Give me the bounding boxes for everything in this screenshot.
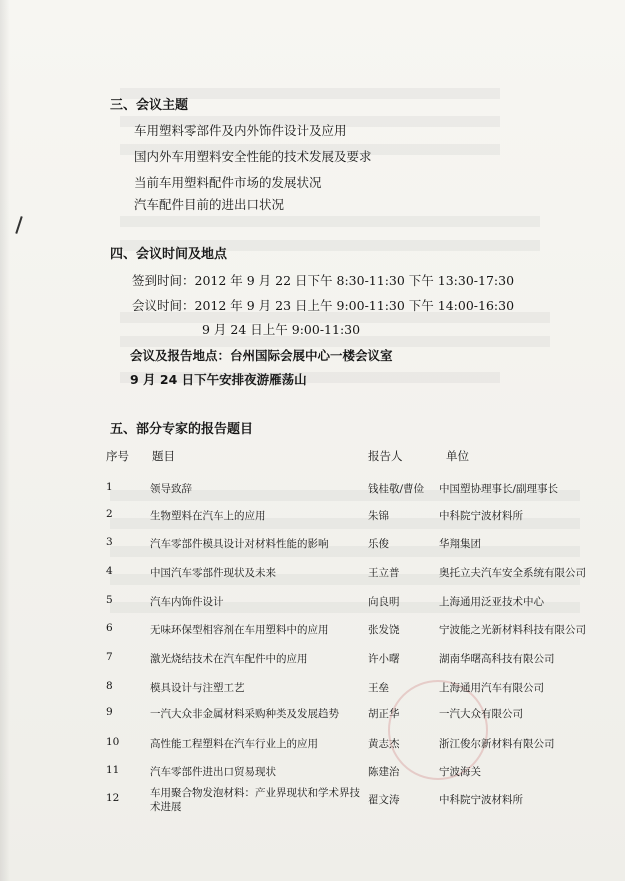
row-unit: 上海通用泛亚技术中心 (439, 596, 544, 608)
row-topic: 汽车零部件进出口贸易现状 (150, 766, 276, 778)
row-no: 1 (106, 481, 113, 493)
row-no: 6 (106, 622, 113, 634)
row-reporter: 王立普 (368, 567, 400, 579)
row-topic: 领导致辞 (150, 483, 192, 495)
row-unit: 一汽大众有限公司 (439, 708, 523, 720)
row-no: 3 (106, 536, 113, 548)
row-topic: 汽车内饰件设计 (150, 596, 224, 608)
table-row (0, 622, 625, 652)
col-header-reporter: 报告人 (368, 449, 403, 463)
row-reporter: 胡正华 (368, 708, 400, 720)
row-no: 12 (106, 792, 120, 804)
section-5-title: 五、部分专家的报告题目 (110, 422, 254, 437)
row-unit: 中科院宁波材料所 (439, 510, 523, 522)
row-topic: 一汽大众非金属材料采购种类及发展趋势 (150, 708, 339, 720)
row-topic: 模具设计与注塑工艺 (150, 682, 245, 694)
row-no: 2 (106, 508, 113, 520)
row-no: 4 (106, 565, 113, 577)
row-no: 11 (106, 764, 120, 776)
section-3-title: 三、会议主题 (110, 98, 189, 113)
table-row (0, 594, 625, 624)
row-unit: 奥托立夫汽车安全系统有限公司 (439, 567, 586, 579)
meeting-time: 会议时间：2012 年 9 月 23 日上午 9:00-11:30 下午 14:00-16:30 (132, 298, 515, 313)
pen-mark (15, 216, 22, 234)
row-topic: 激光烧结技术在汽车配件中的应用 (150, 653, 308, 665)
row-reporter: 朱锦 (368, 510, 389, 522)
topic-item: 汽车配件目前的进出口状况 (134, 197, 285, 212)
table-row (0, 481, 625, 511)
col-header-no: 序号 (106, 449, 129, 463)
row-reporter: 乐俊 (368, 538, 389, 550)
table-row (0, 536, 625, 566)
row-no: 9 (106, 706, 113, 718)
row-unit: 中科院宁波材料所 (439, 794, 523, 806)
tour-note: 9 月 24 日下午安排夜游雁荡山 (130, 372, 307, 387)
row-reporter: 王垒 (368, 682, 389, 694)
row-unit: 湖南华曙高科技有限公司 (439, 653, 555, 665)
bleed-through-band (120, 216, 540, 227)
venue: 会议及报告地点：台州国际会展中心一楼会议室 (130, 348, 393, 363)
row-topic: 中国汽车零部件现状及未来 (150, 567, 276, 579)
row-topic: 车用聚合物发泡材料：产业界现状和学术界技术进展 (150, 787, 360, 813)
row-topic: 生物塑料在汽车上的应用 (150, 510, 266, 522)
row-no: 7 (106, 651, 113, 663)
checkin-time: 签到时间：2012 年 9 月 22 日下午 8:30-11:30 下午 13:30-17:30 (132, 273, 515, 288)
row-unit: 宁波海关 (439, 766, 481, 778)
row-unit: 浙江俊尔新材料有限公司 (439, 738, 555, 750)
topic-item: 当前车用塑料配件市场的发展状况 (134, 175, 322, 190)
topic-item: 国内外车用塑料安全性能的技术发展及要求 (134, 149, 372, 164)
row-unit: 中国塑协理事长/副理事长 (439, 483, 559, 495)
table-row (0, 736, 625, 766)
row-topic: 高性能工程塑料在汽车行业上的应用 (150, 738, 318, 750)
row-reporter: 翟文涛 (368, 794, 400, 806)
table-row (0, 651, 625, 681)
row-no: 10 (106, 736, 120, 748)
meeting-time-day3: 9 月 24 日上午 9:00-11:30 (202, 322, 361, 337)
row-reporter: 黄志杰 (368, 738, 400, 750)
row-unit: 宁波能之光新材料科技有限公司 (439, 624, 586, 636)
row-reporter: 向良明 (368, 596, 400, 608)
table-row (0, 706, 625, 736)
table-row (0, 787, 625, 822)
row-reporter: 张发饶 (368, 624, 400, 636)
row-topic: 无味环保型相容剂在车用塑料中的应用 (150, 624, 329, 636)
row-no: 5 (106, 594, 113, 606)
row-reporter: 陈建治 (368, 766, 400, 778)
col-header-topic: 题目 (152, 449, 175, 463)
row-topic: 汽车零部件模具设计对材料性能的影响 (150, 538, 329, 550)
col-header-unit: 单位 (446, 449, 469, 463)
row-unit: 上海通用汽车有限公司 (439, 682, 544, 694)
topic-item: 车用塑料零部件及内外饰件设计及应用 (134, 123, 347, 138)
table-row (0, 508, 625, 538)
section-4-title: 四、会议时间及地点 (110, 247, 228, 262)
row-no: 8 (106, 680, 113, 692)
row-reporter: 许小曙 (368, 653, 400, 665)
row-unit: 华翔集团 (439, 538, 481, 550)
row-reporter: 钱桂敬/曹俭 (368, 483, 425, 495)
table-row (0, 565, 625, 595)
